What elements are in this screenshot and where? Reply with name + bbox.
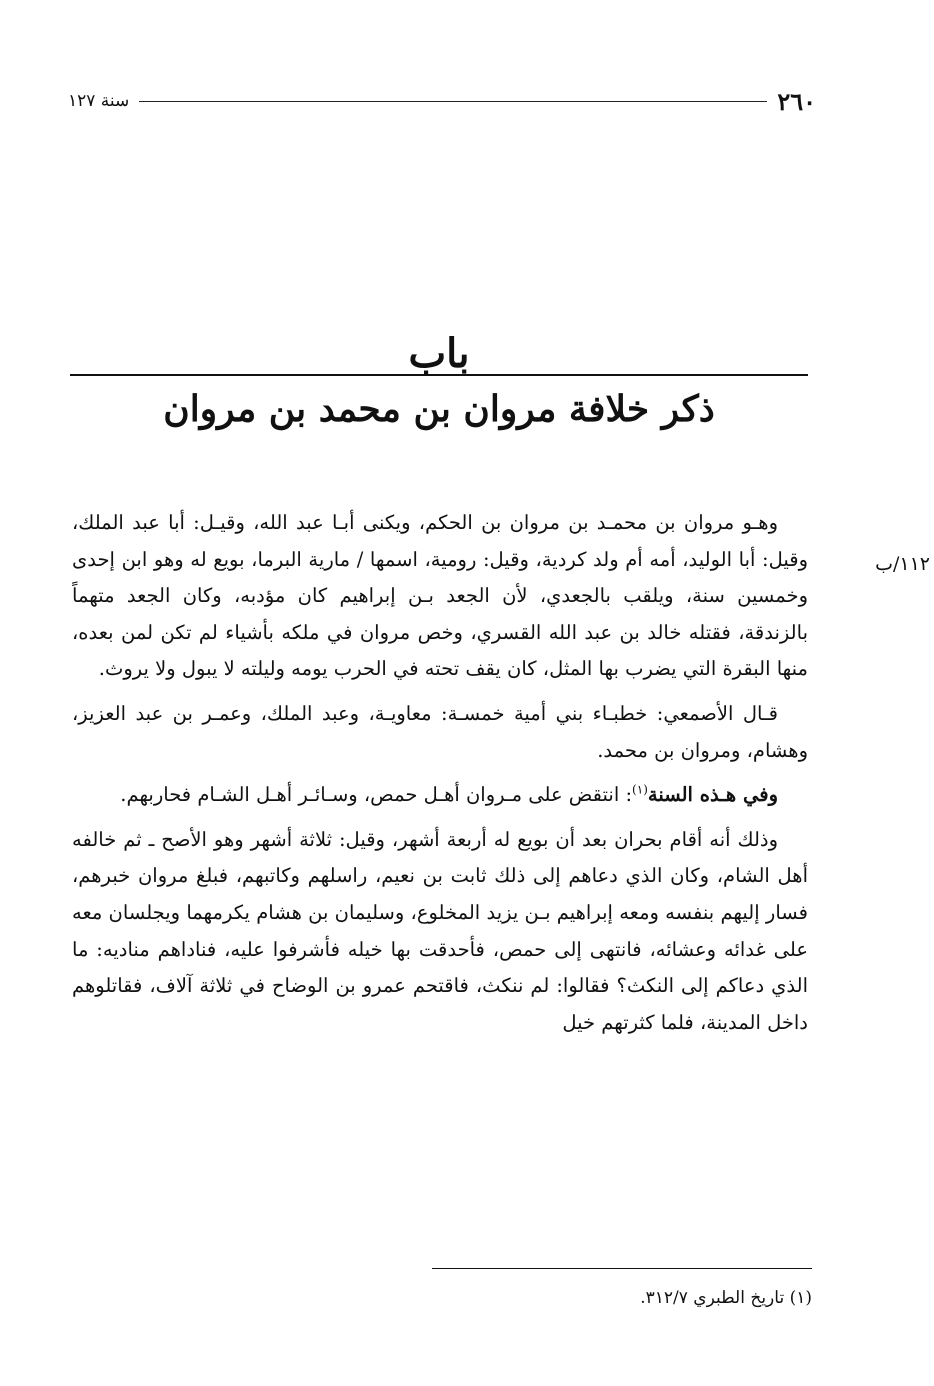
chapter-heading (70, 332, 808, 434)
manuscript-folio-note: ١١٢/ب (875, 553, 930, 575)
paragraph-text: وذلك أنه أقام بحران بعد أن بويع له أربعة أشهر، وقيل: ثلاثة أشهر وهو الأصح ـ ثم خالفه أهل الشام، وكان الذي دعاهم إلى ذلك ثابت بن نعيم، راسلهم وكاتبهم، فبلغ مروان خبرهم، فسار إليهم بنفسه ومعه إبراهيم بـن يزيد المخلوع، وسليمان بن هشام يكرمهما ويجلسان معه على غدائه وعشائه، فانتهى إلى حمص، فأحدقت بها خيله فأشرفوا عليه، فناداهم مناديه: ما الذي دعاكم إلى النكث؟ فقالوا: لم ننكث، فاقتحم عمرو بن الوضاح في ثلاثة آلاف، فقاتلوهم داخل المدينة، فلما كثرتهم خيل (72, 827, 808, 1034)
paragraph (72, 777, 808, 814)
paragraph-text: : انتقض على مـروان أهـل حمص، وسـائـر أهـل الشـام فحاربهم. (120, 783, 633, 807)
paragraph (72, 822, 808, 1042)
paragraph (72, 696, 808, 769)
footnote: (١) تاريخ الطبري ٣١٢/٧. (640, 1288, 812, 1308)
page-number: ٢٦٠ (777, 86, 816, 116)
paragraph-lead: وفي هـذه السنة (647, 783, 778, 807)
header-rule (139, 101, 767, 102)
footnote-rule (432, 1268, 812, 1269)
chapter-word: باب (408, 330, 470, 377)
footnote-reference[interactable]: (١) (632, 782, 648, 797)
running-header (68, 86, 816, 116)
chapter-title: ذكر خلافة مروان بن محمد بن مروان (163, 388, 715, 430)
paragraph (72, 505, 808, 688)
body-text (72, 505, 808, 1041)
running-title-year: سنة ١٢٧ (68, 91, 130, 111)
paragraph-text: قـال الأصمعي: خطبـاء بني أمية خمسـة: معاويـة، وعبد الملك، وعمـر بن عبد العزيز، وهشام، ومروان بن محمد. (72, 701, 808, 762)
paragraph-text: وهـو مروان بن محمـد بن مروان بن الحكم، ويكنى أبـا عبد الله، وقيـل: أبا عبد الملك، وقيل: أبا الوليد، أمه أم ولد كردية، وقيل: رومية، اسمها / مارية البرما، بويع له وهو ابن إحدى وخمسين سنة، ويلقب بالجعدي، لأن الجعد بـن إبراهيم كان مؤدبه، وكان الجعد متهماً بالزندقة، فقتله خالد بن عبد الله القسري، وخص مروان في ملكه بأشياء لم تكن لمن بعده، منها البقرة التي يضرب بها المثل، كان يقف تحته في الحرب يومه وليلته لا يبول ولا يروث. (72, 511, 808, 681)
